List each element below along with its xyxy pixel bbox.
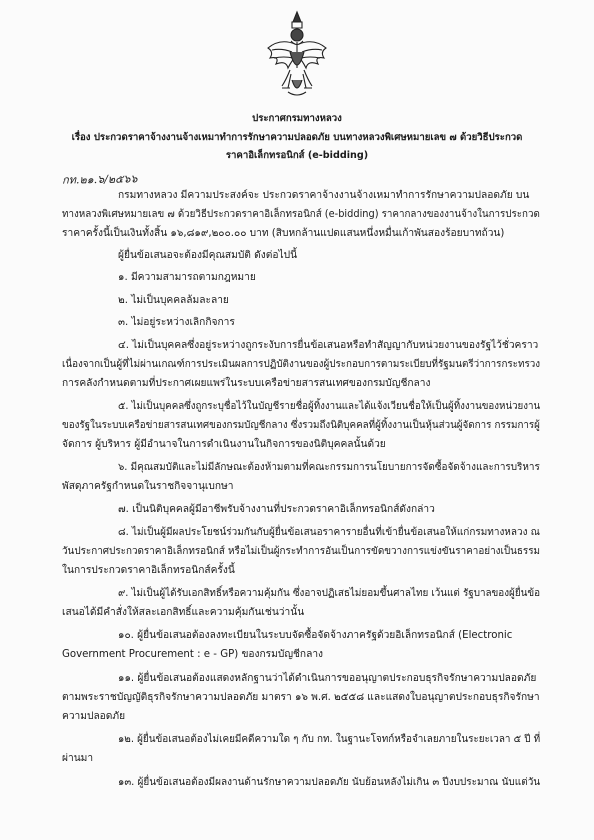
- subject-line-2: ราคาอิเล็กทรอนิกส์ (e-bidding): [225, 150, 369, 161]
- list-item: ๑๓. ผู้ยื่นข้อเสนอต้องมีผลงานด้านรักษาความปลอดภัย นับย้อนหลังไม่เกิน ๓ ปีงบประมาณ นับแต่วัน: [118, 777, 541, 788]
- list-item: ๗. เป็นนิติบุคคลผู้มีอาชีพรับจ้างงานที่ประกวดราคาอิเล็กทรอนิกส์ดังกล่าว: [118, 504, 435, 515]
- body-line: จัดการ ผู้บริหาร ผู้มีอำนาจในการดำเนินงานในกิจการของนิติบุคคลนั้นด้วย: [62, 439, 386, 450]
- body-line: Government Procurement : e - GP) ของกรมบัญชีกลาง: [62, 649, 324, 660]
- list-item: ๑. มีความสามารถตามกฎหมาย: [118, 272, 256, 283]
- subject-line-1: เรื่อง ประกวดราคาจ้างงานจ้างเหมาทำการรักษาความปลอดภัย บนทางหลวงพิเศษหมายเลข ๗ ด้วยวิธีประกวด: [71, 132, 523, 143]
- body-line: วันประกาศประกวดราคาอิเล็กทรอนิกส์ หรือไม่เป็นผู้กระทำการอันเป็นการขัดขวางการแข่งขันราคาอย่างเป็นธรรม: [62, 546, 541, 557]
- list-item: ๔. ไม่เป็นบุคคลซึ่งอยู่ระหว่างถูกระงับการยื่นข้อเสนอหรือทำสัญญากับหน่วยงานของรัฐไว้ชั่วคราว: [118, 340, 539, 351]
- body-line: พัสดุภาครัฐกำหนดในราชกิจจานุเบกษา: [62, 481, 234, 492]
- body-line: ตามพระราชบัญญัติธุรกิจรักษาความปลอดภัย มาตรา ๑๖ พ.ศ. ๒๕๕๘ และแสดงใบอนุญาตประกอบธุรกิจรักษา: [62, 692, 540, 703]
- list-item: ๙. ไม่เป็นผู้ได้รับเอกสิทธิ์หรือความคุ้มกัน ซึ่งอาจปฏิเสธไม่ยอมขึ้นศาลไทย เว้นแต่ รัฐบาลของผู้ยื่นข้อ: [118, 588, 541, 599]
- handwritten-reference: กท.๒๑.๖/๒๕๖๖: [61, 172, 138, 187]
- list-item: ๕. ไม่เป็นบุคคลซึ่งถูกระบุชื่อไว้ในบัญชีรายชื่อผู้ทิ้งงานและได้แจ้งเวียนชื่อให้เป็นผู้ทิ้งงานของหน่วยงาน: [118, 401, 541, 412]
- body-line: ในการประกวดราคาอิเล็กทรอนิกส์ครั้งนี้: [62, 565, 235, 576]
- body-line: ของรัฐในระบบเครือข่ายสารสนเทศของกรมบัญชีกลาง ซึ่งรวมถึงนิติบุคคลที่ผู้ทิ้งงานเป็นหุ้นส่วนผู้จัดการ กรรมการผู้: [62, 420, 540, 431]
- body-line: กรมทางหลวง มีความประสงค์จะ ประกวดราคาจ้างงานจ้างเหมาทำการรักษาความปลอดภัย บน: [118, 190, 530, 201]
- body-line: ราคาครั้งนี้เป็นเงินทั้งสิ้น ๑๖,๘๑๙,๒๐๐.๐๐ บาท (สิบหกล้านแปดแสนหนึ่งหมื่นเก้าพันสองร้อยบาทถ้วน): [62, 228, 505, 239]
- list-item: ๘. ไม่เป็นผู้มีผลประโยชน์ร่วมกันกับผู้ยื่นข้อเสนอราคารายอื่นที่เข้ายื่นข้อเสนอให้แก่กรมทางหลวง ณ: [118, 527, 540, 538]
- list-item: ๑๐. ผู้ยื่นข้อเสนอต้องลงทะเบียนในระบบจัดซื้อจัดจ้างภาครัฐด้วยอิเล็กทรอนิกส์ (Electronic: [118, 630, 513, 641]
- body-line: เนื่องจากเป็นผู้ที่ไม่ผ่านเกณฑ์การประเมินผลการปฏิบัติงานของผู้ประกอบการตามระเบียบที่รัฐมนตรีว่าการกระทรวง: [62, 359, 541, 370]
- garuda-emblem-icon: [262, 8, 332, 100]
- body-line: การคลังกำหนดตามที่ประกาศเผยแพร่ในระบบเครือข่ายสารสนเทศของกรมบัญชีกลาง: [62, 378, 431, 389]
- body-line: ทางหลวงพิเศษหมายเลข ๗ ด้วยวิธีประกวดราคาอิเล็กทรอนิกส์ (e-bidding) ราคากลางของงานจ้างในการประกวด: [62, 209, 540, 220]
- body-line: ความปลอดภัย: [62, 711, 126, 722]
- body-line: ผู้ยื่นข้อเสนอจะต้องมีคุณสมบัติ ดังต่อไปนี้: [118, 250, 298, 261]
- list-item: ๑๒. ผู้ยื่นข้อเสนอต้องไม่เคยมีคดีความใด ๆ กับ กท. ในฐานะโจทก์หรือจำเลยภายในระยะเวลา ๕ ปี ที่: [118, 734, 541, 745]
- body-line: ผ่านมา: [62, 753, 94, 764]
- list-item: ๒. ไม่เป็นบุคคลล้มละลาย: [118, 295, 229, 306]
- list-item: ๑๑. ผู้ยื่นข้อเสนอต้องแสดงหลักฐานว่าได้ดำเนินการขออนุญาตประกอบธุรกิจรักษาความปลอดภัย: [118, 673, 537, 684]
- list-item: ๖. มีคุณสมบัติและไม่มีลักษณะต้องห้ามตามที่คณะกรรมการนโยบายการจัดซื้อจัดจ้างและการบริหาร: [118, 462, 540, 473]
- list-item: ๓. ไม่อยู่ระหว่างเลิกกิจการ: [118, 317, 235, 328]
- document-title: ประกาศกรมทางหลวง: [252, 113, 342, 124]
- body-line: เสนอได้มีคำสั่งให้สละเอกสิทธิ์และความคุ้มกันเช่นว่านั้น: [62, 607, 305, 618]
